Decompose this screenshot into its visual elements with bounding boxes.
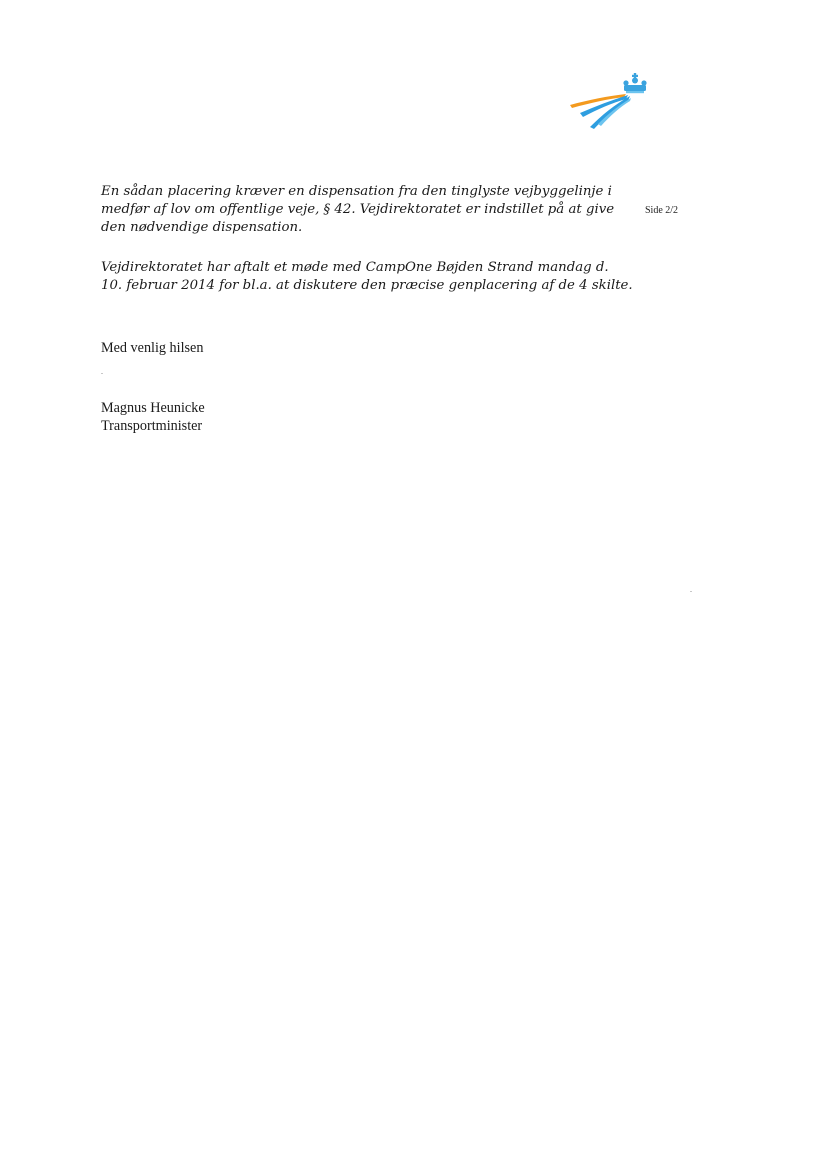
paragraph-meeting (101, 259, 633, 295)
scan-speck (690, 591, 692, 592)
paragraph-line: Vejdirektoratet har aftalt et møde med CampOne Bøjden Strand mandag d. (101, 260, 609, 275)
paragraph-line: En sådan placering kræver en dispensation fra den tinglyste vejbyggelinje i (101, 184, 612, 199)
page-number: Side 2/2 (645, 205, 679, 216)
road-stripes-icon (570, 94, 631, 129)
paragraph-line: 10. februar 2014 for bl.a. at diskutere den præcise genplacering af de 4 skilte. (101, 278, 633, 293)
paragraph-dispensation (101, 183, 614, 237)
closing-greeting: Med venlig hilsen (101, 340, 204, 356)
signature-block (101, 399, 205, 435)
vejdirektoratet-logo-icon (568, 72, 652, 130)
signature-title: Transportminister (101, 418, 203, 434)
paragraph-line: medfør af lov om offentlige veje, § 42. Vejdirektoratet er indstillet på at give (101, 202, 615, 217)
crown-icon (623, 73, 646, 93)
paragraph-line: den nødvendige dispensation. (101, 220, 303, 235)
scan-speck (101, 373, 103, 374)
signature-name: Magnus Heunicke (101, 400, 205, 416)
